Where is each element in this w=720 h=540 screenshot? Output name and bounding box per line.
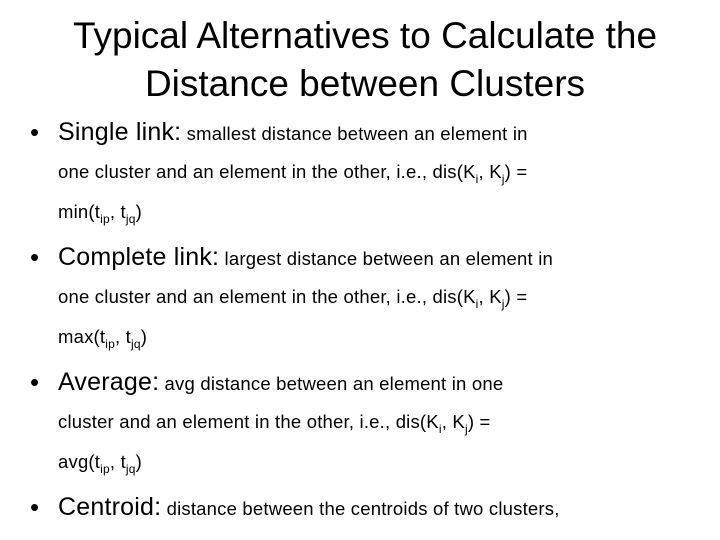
bullet-text: avg(t: [58, 451, 101, 472]
bullet-text: ): [140, 326, 148, 347]
bullet-text: one cluster and an element in the other, i.e., dis(K: [58, 161, 476, 182]
subscript: i: [475, 172, 479, 186]
bullet-line-3: [58, 447, 142, 477]
bullet-text: max(t: [58, 326, 106, 347]
subscript: ip: [105, 337, 115, 351]
bullet-text: ): [135, 451, 143, 472]
subscript: ip: [100, 212, 110, 226]
bullet-text: ): [135, 201, 143, 222]
subscript: jq: [131, 337, 141, 351]
bullet-line-1: [58, 492, 560, 524]
bullet-text: min(t: [58, 201, 101, 222]
bullet-term: Single link:: [58, 118, 182, 146]
subscript: j: [464, 422, 468, 436]
bullet-text: cluster and an element in the other, i.e., dis(K: [58, 411, 439, 432]
bullet-line-3: [58, 322, 147, 352]
bullet-line-1: [58, 242, 553, 274]
bullet-text: ) =: [504, 286, 528, 307]
bullet-line-1: [58, 117, 528, 149]
subscript: j: [501, 297, 505, 311]
bullet-text: , t: [115, 326, 132, 347]
bullet-term: Centroid:: [58, 493, 162, 521]
subscript: ip: [100, 462, 110, 476]
subscript: i: [438, 422, 442, 436]
subscript: jq: [125, 462, 136, 476]
bullet-dot: •: [30, 367, 40, 397]
bullet-text: distance between the centroids of two clusters,: [161, 498, 560, 519]
bullet-dot: •: [30, 492, 40, 522]
bullet-text: one cluster and an element in the other, i.e., dis(K: [58, 286, 476, 307]
bullet-text: , K: [478, 161, 502, 182]
bullet-text: avg distance between an element in one: [159, 373, 504, 394]
bullet-text: , K: [478, 286, 502, 307]
bullet-text: , t: [109, 201, 126, 222]
bullet-dot: •: [30, 242, 40, 272]
bullet-text: ) =: [467, 411, 491, 432]
bullet-line-2: [58, 157, 527, 187]
bullet-text: smallest distance between an element in: [181, 123, 528, 144]
bullet-line-3: [58, 197, 142, 227]
bullet-text: , K: [441, 411, 465, 432]
subscript: i: [475, 297, 479, 311]
bullet-line-2: [58, 282, 527, 312]
bullet-line-1: [58, 367, 503, 399]
bullet-text: largest distance between an element in: [219, 248, 554, 269]
subscript: j: [501, 172, 505, 186]
title-line-2: Distance between Clusters: [144, 63, 586, 104]
title-line-1: Typical Alternatives to Calculate the: [72, 15, 658, 56]
bullet-dot: •: [30, 117, 40, 147]
bullet-text: , t: [109, 451, 126, 472]
bullet-line-2: [58, 407, 491, 437]
subscript: jq: [125, 212, 136, 226]
bullet-text: ) =: [504, 161, 528, 182]
bullet-term: Average:: [58, 368, 160, 396]
bullet-term: Complete link:: [58, 243, 220, 271]
